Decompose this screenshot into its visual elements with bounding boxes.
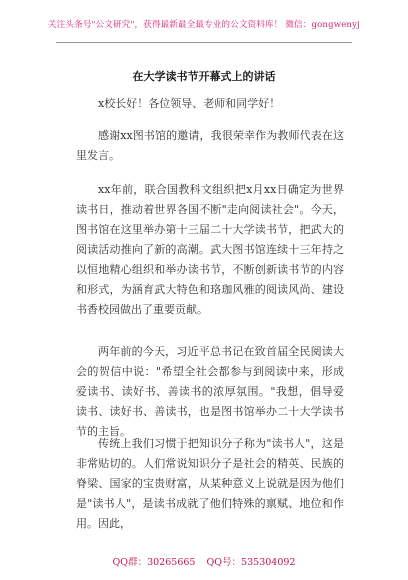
paragraph	[76, 180, 344, 320]
paragraph	[76, 126, 344, 166]
header-notice: 关注头条号"公文研究"，获得最新最全最专业的公文资料库！ 微信：gongwenyj	[48, 20, 360, 30]
footer-qq: QQ号：535304092	[206, 557, 296, 568]
paragraph-1: 感谢xx图书馆的邀请，我很荣幸作为教师代表在这里发言。	[76, 129, 344, 162]
document-title: 在大学读书节开幕式上的讲话	[132, 70, 276, 83]
footer-contact	[0, 554, 408, 568]
paragraph-3: 两年前的今天，习近平总书记在致首届全民阅读大会的贺信中说："希望全社会都参与到阅读中来，形成爱读书、读好书、善读书的浓厚氛围。"我想，倡导爱读书、读好书、善读书，也是图书馆举办二十大学读书节的主旨。	[76, 345, 344, 438]
paragraph-4: 传统上我们习惯于把知识分子称为"读书人"，这是非常贴切的。人们常说知识分子是社会的精英、民族的脊梁、国家的宝贵财富，从某种意义上说就是因为他们是"读书人"，是读书成就了他们特殊的禀赋、地位和作用。因此，	[76, 437, 344, 530]
greeting	[76, 94, 344, 114]
paragraph	[76, 342, 344, 442]
paragraph	[76, 434, 344, 534]
greeting-line: x校长好！各位领导、老师和同学好！	[98, 97, 281, 110]
header-divider	[56, 42, 352, 43]
footer-qq-group: QQ群：30265665	[112, 557, 196, 568]
paragraph-2: xx年前，联合国教科文组织把x月xx日确定为世界读书日，推动着世界各国不断"走向阅读社会"。今天，图书馆在这里举办第十三届二十大学读书节，把武大的阅读活动推向了新的高潮。武大图书馆连续十三年持之以恒地精心组织和举办读书节，不断创新读书节的内容和形式，为涵育武大特色和珞珈风雅的阅读风尚、建设书香校园做出了重要贡献。	[76, 183, 344, 316]
